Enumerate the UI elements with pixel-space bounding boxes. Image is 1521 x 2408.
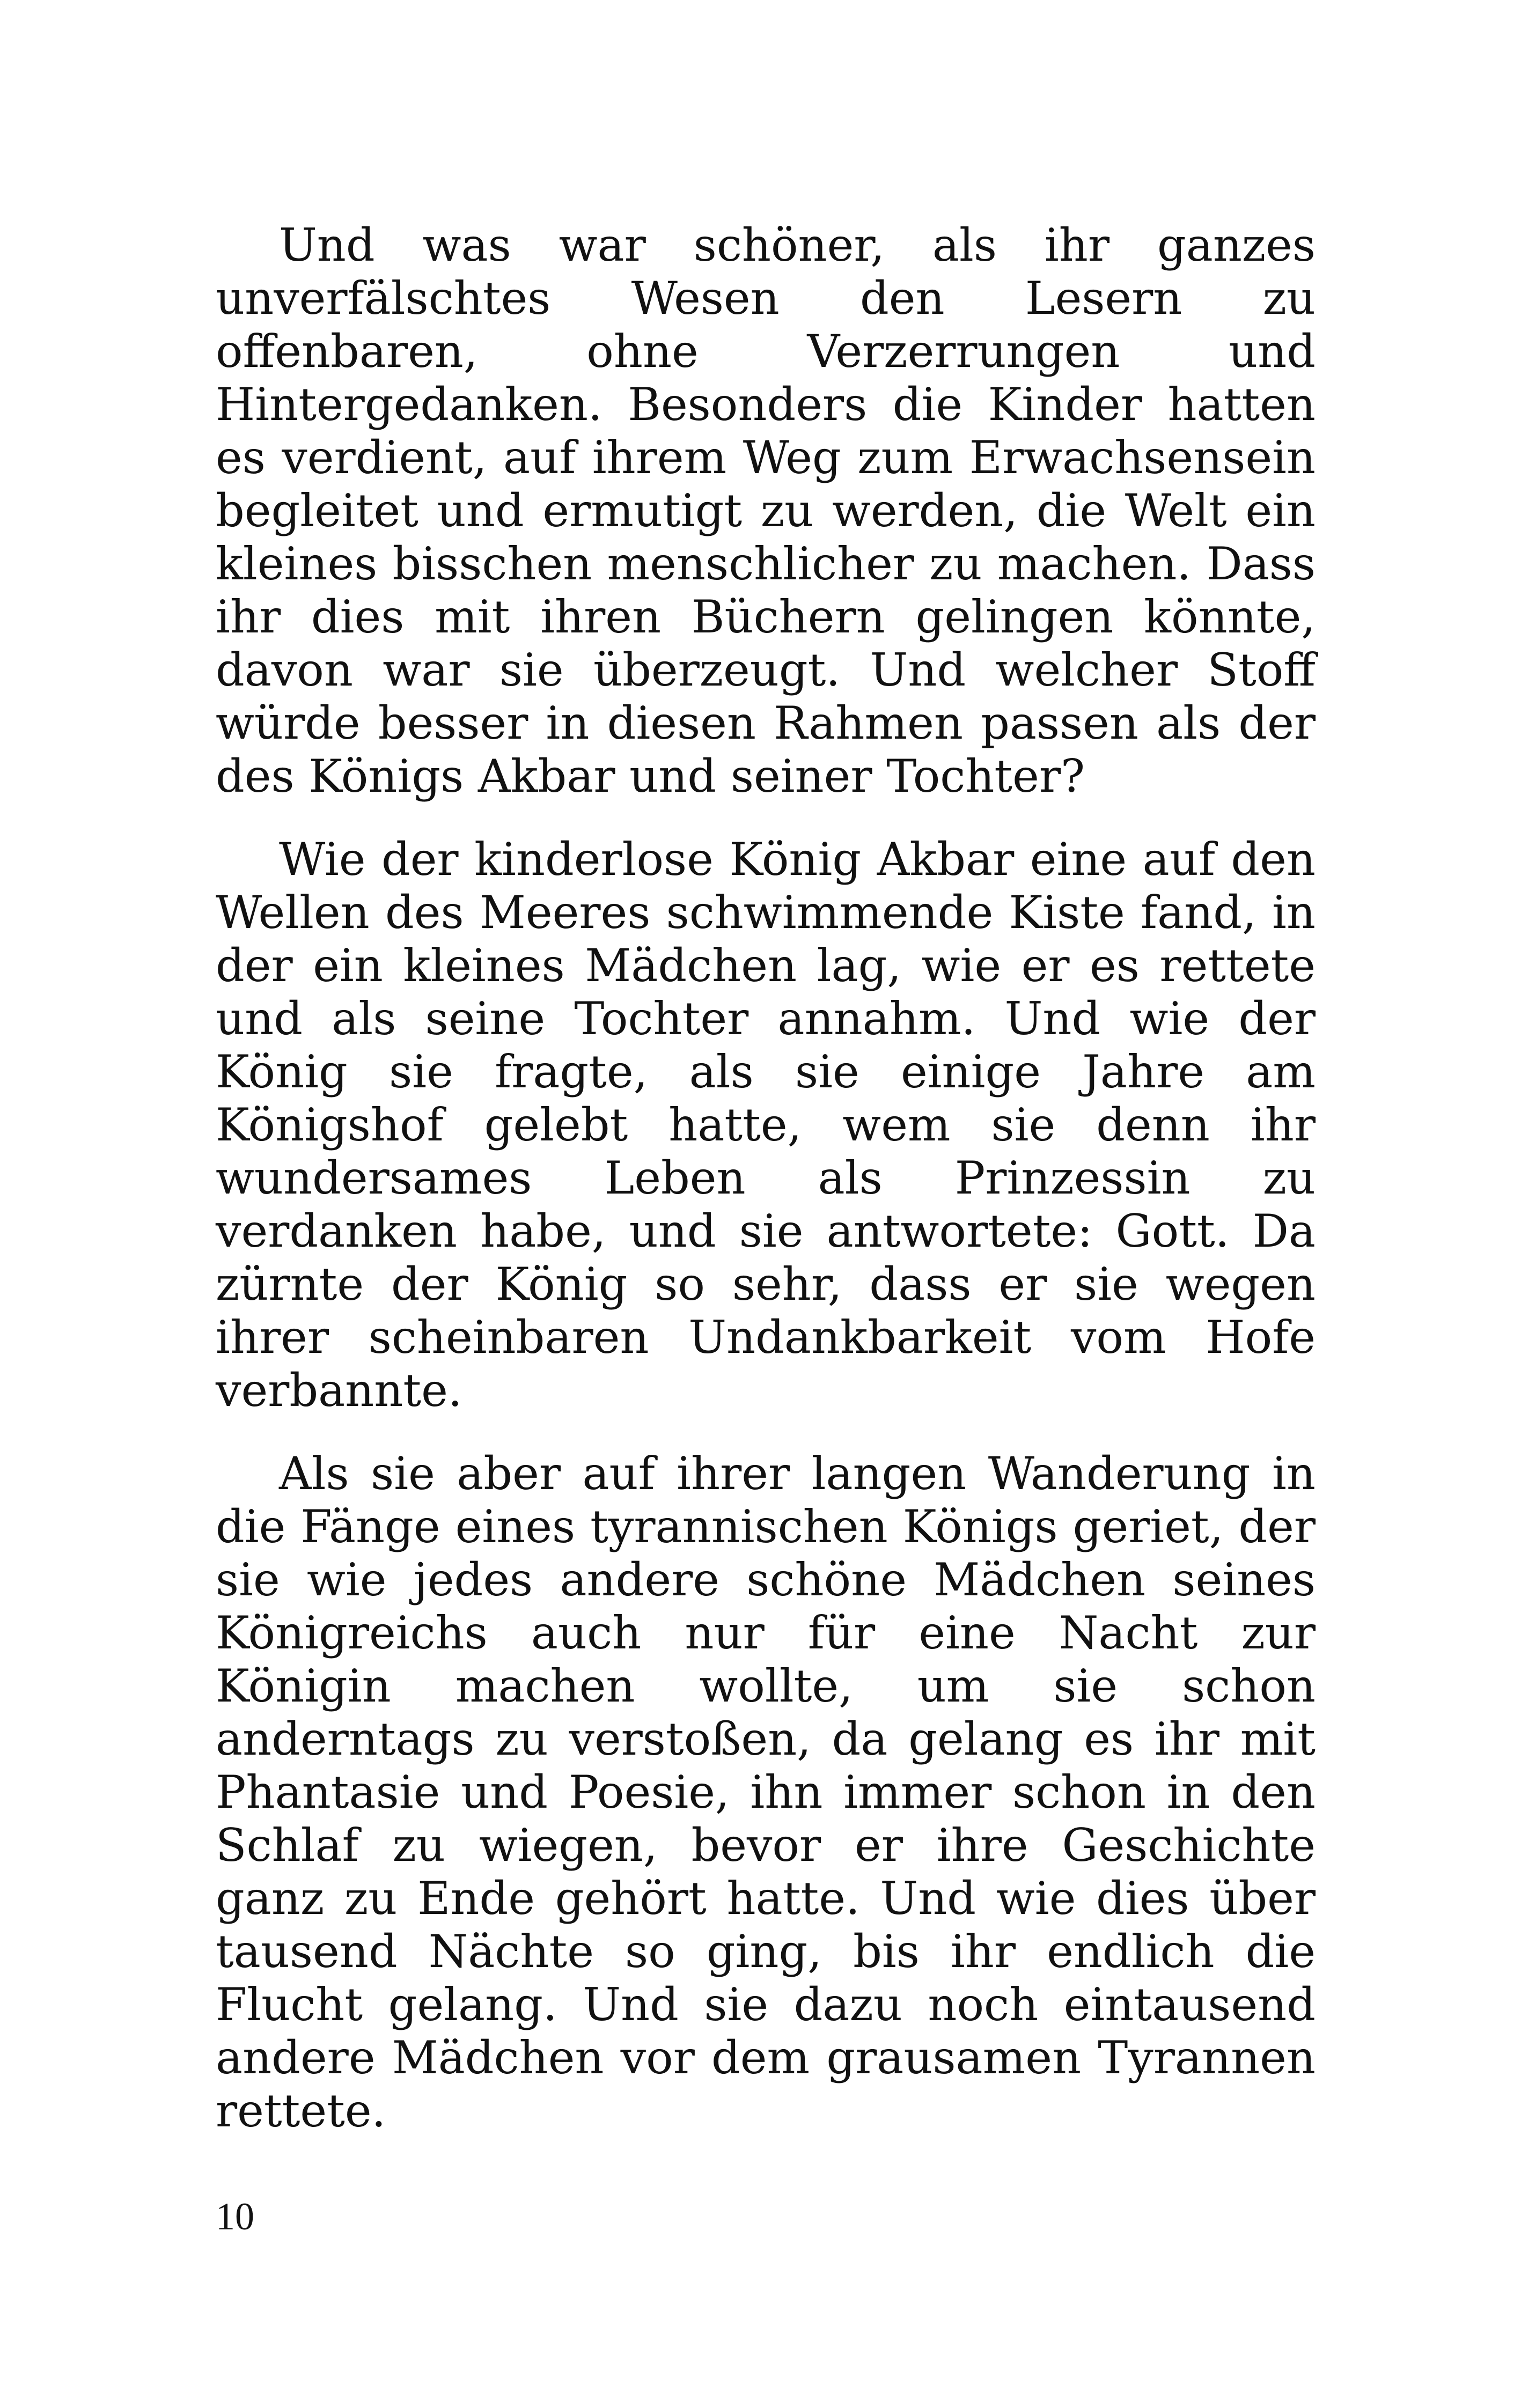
paragraph-2: Wie der kinderlose König Akbar eine auf den Wellen des Meeres schwimmende Kiste fand, in der ein kleines Mädchen lag, wie er es rettete und als seine Tochter annahm. Und wie der König sie fragte, als sie einige Jahre am Königshof gelebt hatte, wem sie denn ihr wundersames Leben als Prinzessin zu verdanken habe, und sie antwortete: Gott. Da zürnte der König so sehr, dass er sie wegen ihrer scheinbaren Undankbarkeit vom Hofe verbannte. [216,833,1316,1417]
body-text [216,219,1316,2138]
paragraph-3: Als sie aber auf ihrer langen Wanderung in die Fänge eines tyrannischen Königs geriet, der sie wie jedes andere schöne Mädchen seines Königreichs auch nur für eine Nacht zur Königin machen wollte, um sie schon anderntags zu verstoßen, da gelang es ihr mit Phantasie und Poesie, ihn immer schon in den Schlaf zu wiegen, bevor er ihre Geschichte ganz zu Ende gehört hatte. Und wie dies über tausend Nächte so ging, bis ihr endlich die Flucht gelang. Und sie dazu noch eintausend andere Mädchen vor dem grausamen Tyrannen rettete. [216,1447,1316,2137]
page-number: 10 [216,2195,254,2238]
paragraph-1: Und was war schöner, als ihr ganzes unverfälschtes Wesen den Lesern zu offenbaren, ohne Verzerrungen und Hintergedanken. Besonders die Kinder hatten es verdient, auf ihrem Weg zum Erwachsensein begleitet und ermutigt zu werden, die Welt ein kleines bisschen menschlicher zu machen. Dass ihr dies mit ihren Büchern gelingen könnte, davon war sie überzeugt. Und welcher Stoff würde besser in diesen Rahmen passen als der des Königs Akbar und seiner Tochter? [216,219,1316,802]
